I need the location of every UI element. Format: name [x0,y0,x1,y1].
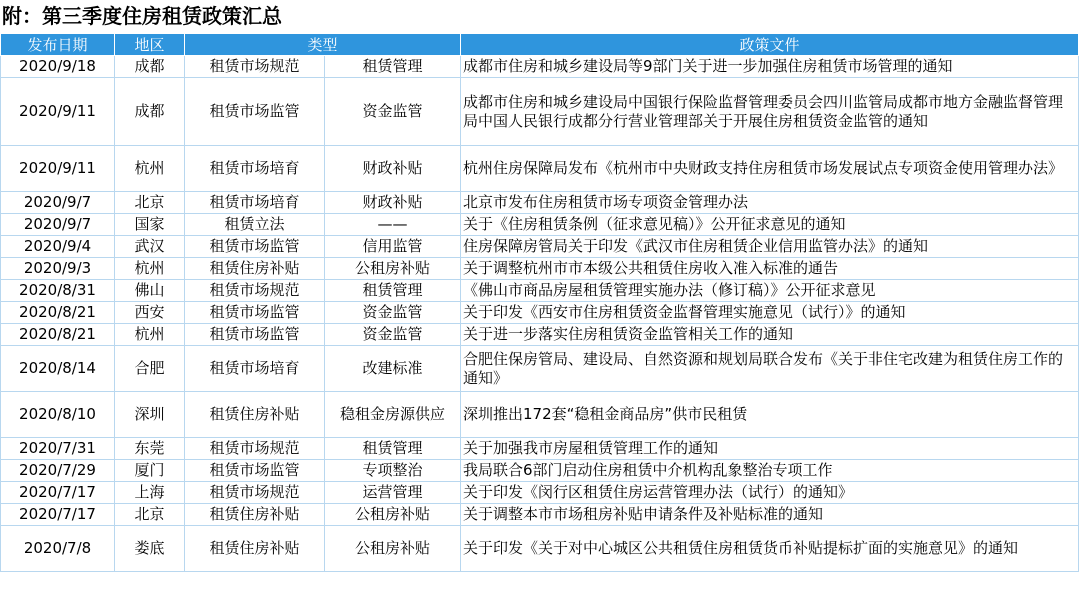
cell-type-subcategory: 改建标准 [325,346,461,392]
cell-policy-document: 关于调整本市市场租房补贴申请条件及补贴标准的通知 [461,504,1079,526]
table-row [1,56,1079,78]
cell-date: 2020/9/11 [1,146,115,192]
cell-policy-document: 关于印发《闵行区租赁住房运营管理办法（试行）的通知》 [461,482,1079,504]
cell-type-category: 租赁立法 [185,214,325,236]
policy-table [0,33,1079,572]
cell-date: 2020/8/31 [1,280,115,302]
table-row [1,438,1079,460]
cell-type-subcategory: 财政补贴 [325,146,461,192]
cell-policy-document: 成都市住房和城乡建设局等9部门关于进一步加强住房租赁市场管理的通知 [461,56,1079,78]
cell-policy-document: 成都市住房和城乡建设局中国银行保险监督管理委员会四川监管局成都市地方金融监督管理局中国人民银行成都分行营业管理部关于开展住房租赁资金监管的通知 [461,78,1079,146]
cell-region: 西安 [115,302,185,324]
cell-date: 2020/7/17 [1,482,115,504]
cell-type-category: 租赁住房补贴 [185,526,325,572]
cell-type-subcategory: 公租房补贴 [325,258,461,280]
cell-region: 厦门 [115,460,185,482]
header-type: 类型 [185,34,461,56]
cell-type-category: 租赁市场监管 [185,78,325,146]
cell-type-subcategory: 运营管理 [325,482,461,504]
cell-region: 东莞 [115,438,185,460]
cell-region: 北京 [115,504,185,526]
table-row [1,324,1079,346]
cell-policy-document: 关于调整杭州市市本级公共租赁住房收入准入标准的通告 [461,258,1079,280]
header-doc: 政策文件 [461,34,1079,56]
cell-policy-document: 关于进一步落实住房租赁资金监管相关工作的通知 [461,324,1079,346]
table-row [1,526,1079,572]
cell-region: 成都 [115,78,185,146]
cell-type-subcategory: 租赁管理 [325,56,461,78]
cell-type-subcategory: —— [325,214,461,236]
cell-type-category: 租赁市场培育 [185,146,325,192]
cell-policy-document: 《佛山市商品房屋租赁管理实施办法（修订稿）》公开征求意见 [461,280,1079,302]
cell-type-subcategory: 信用监管 [325,236,461,258]
cell-type-category: 租赁市场培育 [185,346,325,392]
table-row [1,146,1079,192]
cell-region: 娄底 [115,526,185,572]
cell-type-category: 租赁市场规范 [185,280,325,302]
cell-type-category: 租赁市场规范 [185,482,325,504]
cell-region: 武汉 [115,236,185,258]
table-row [1,78,1079,146]
cell-date: 2020/7/29 [1,460,115,482]
cell-region: 上海 [115,482,185,504]
cell-type-category: 租赁市场规范 [185,56,325,78]
cell-type-category: 租赁市场培育 [185,192,325,214]
cell-date: 2020/9/4 [1,236,115,258]
cell-date: 2020/9/18 [1,56,115,78]
cell-type-subcategory: 公租房补贴 [325,504,461,526]
cell-policy-document: 关于印发《西安市住房租赁资金监督管理实施意见（试行）》的通知 [461,302,1079,324]
cell-policy-document: 住房保障房管局关于印发《武汉市住房租赁企业信用监管办法》的通知 [461,236,1079,258]
cell-region: 佛山 [115,280,185,302]
cell-region: 杭州 [115,146,185,192]
table-row [1,346,1079,392]
cell-date: 2020/9/11 [1,78,115,146]
cell-type-subcategory: 资金监管 [325,78,461,146]
cell-policy-document: 杭州住房保障局发布《杭州市中央财政支持住房租赁市场发展试点专项资金使用管理办法》 [461,146,1079,192]
cell-policy-document: 关于印发《关于对中心城区公共租赁住房租赁货币补贴提标扩面的实施意见》的通知 [461,526,1079,572]
cell-type-category: 租赁住房补贴 [185,504,325,526]
table-row [1,280,1079,302]
cell-type-category: 租赁市场监管 [185,460,325,482]
cell-policy-document: 关于加强我市房屋租赁管理工作的通知 [461,438,1079,460]
cell-type-category: 租赁市场监管 [185,236,325,258]
cell-type-category: 租赁市场规范 [185,438,325,460]
cell-policy-document: 北京市发布住房租赁市场专项资金管理办法 [461,192,1079,214]
cell-date: 2020/9/3 [1,258,115,280]
cell-region: 合肥 [115,346,185,392]
cell-policy-document: 合肥住保房管局、建设局、自然资源和规划局联合发布《关于非住宅改建为租赁住房工作的通知》 [461,346,1079,392]
cell-date: 2020/9/7 [1,192,115,214]
cell-region: 成都 [115,56,185,78]
cell-region: 北京 [115,192,185,214]
cell-region: 深圳 [115,392,185,438]
cell-policy-document: 我局联合6部门启动住房租赁中介机构乱象整治专项工作 [461,460,1079,482]
table-row [1,192,1079,214]
cell-type-subcategory: 租赁管理 [325,438,461,460]
cell-region: 杭州 [115,324,185,346]
cell-policy-document: 深圳推出172套“稳租金商品房”供市民租赁 [461,392,1079,438]
table-row [1,258,1079,280]
cell-date: 2020/8/21 [1,302,115,324]
cell-date: 2020/7/17 [1,504,115,526]
header-region: 地区 [115,34,185,56]
cell-type-subcategory: 租赁管理 [325,280,461,302]
cell-type-category: 租赁市场监管 [185,324,325,346]
table-header-row [1,34,1079,56]
table-row [1,214,1079,236]
cell-type-category: 租赁住房补贴 [185,258,325,280]
table-row [1,460,1079,482]
cell-date: 2020/8/10 [1,392,115,438]
cell-policy-document: 关于《住房租赁条例（征求意见稿）》公开征求意见的通知 [461,214,1079,236]
cell-region: 国家 [115,214,185,236]
cell-date: 2020/8/14 [1,346,115,392]
cell-type-subcategory: 稳租金房源供应 [325,392,461,438]
cell-date: 2020/9/7 [1,214,115,236]
cell-type-subcategory: 公租房补贴 [325,526,461,572]
cell-type-subcategory: 财政补贴 [325,192,461,214]
table-row [1,236,1079,258]
table-row [1,302,1079,324]
cell-date: 2020/7/31 [1,438,115,460]
table-row [1,392,1079,438]
cell-type-subcategory: 资金监管 [325,324,461,346]
cell-date: 2020/7/8 [1,526,115,572]
cell-type-category: 租赁市场监管 [185,302,325,324]
table-row [1,482,1079,504]
page-title: 附：第三季度住房租赁政策汇总 [2,4,282,28]
header-date: 发布日期 [1,34,115,56]
cell-date: 2020/8/21 [1,324,115,346]
cell-region: 杭州 [115,258,185,280]
cell-type-subcategory: 资金监管 [325,302,461,324]
cell-type-category: 租赁住房补贴 [185,392,325,438]
cell-type-subcategory: 专项整治 [325,460,461,482]
table-row [1,504,1079,526]
